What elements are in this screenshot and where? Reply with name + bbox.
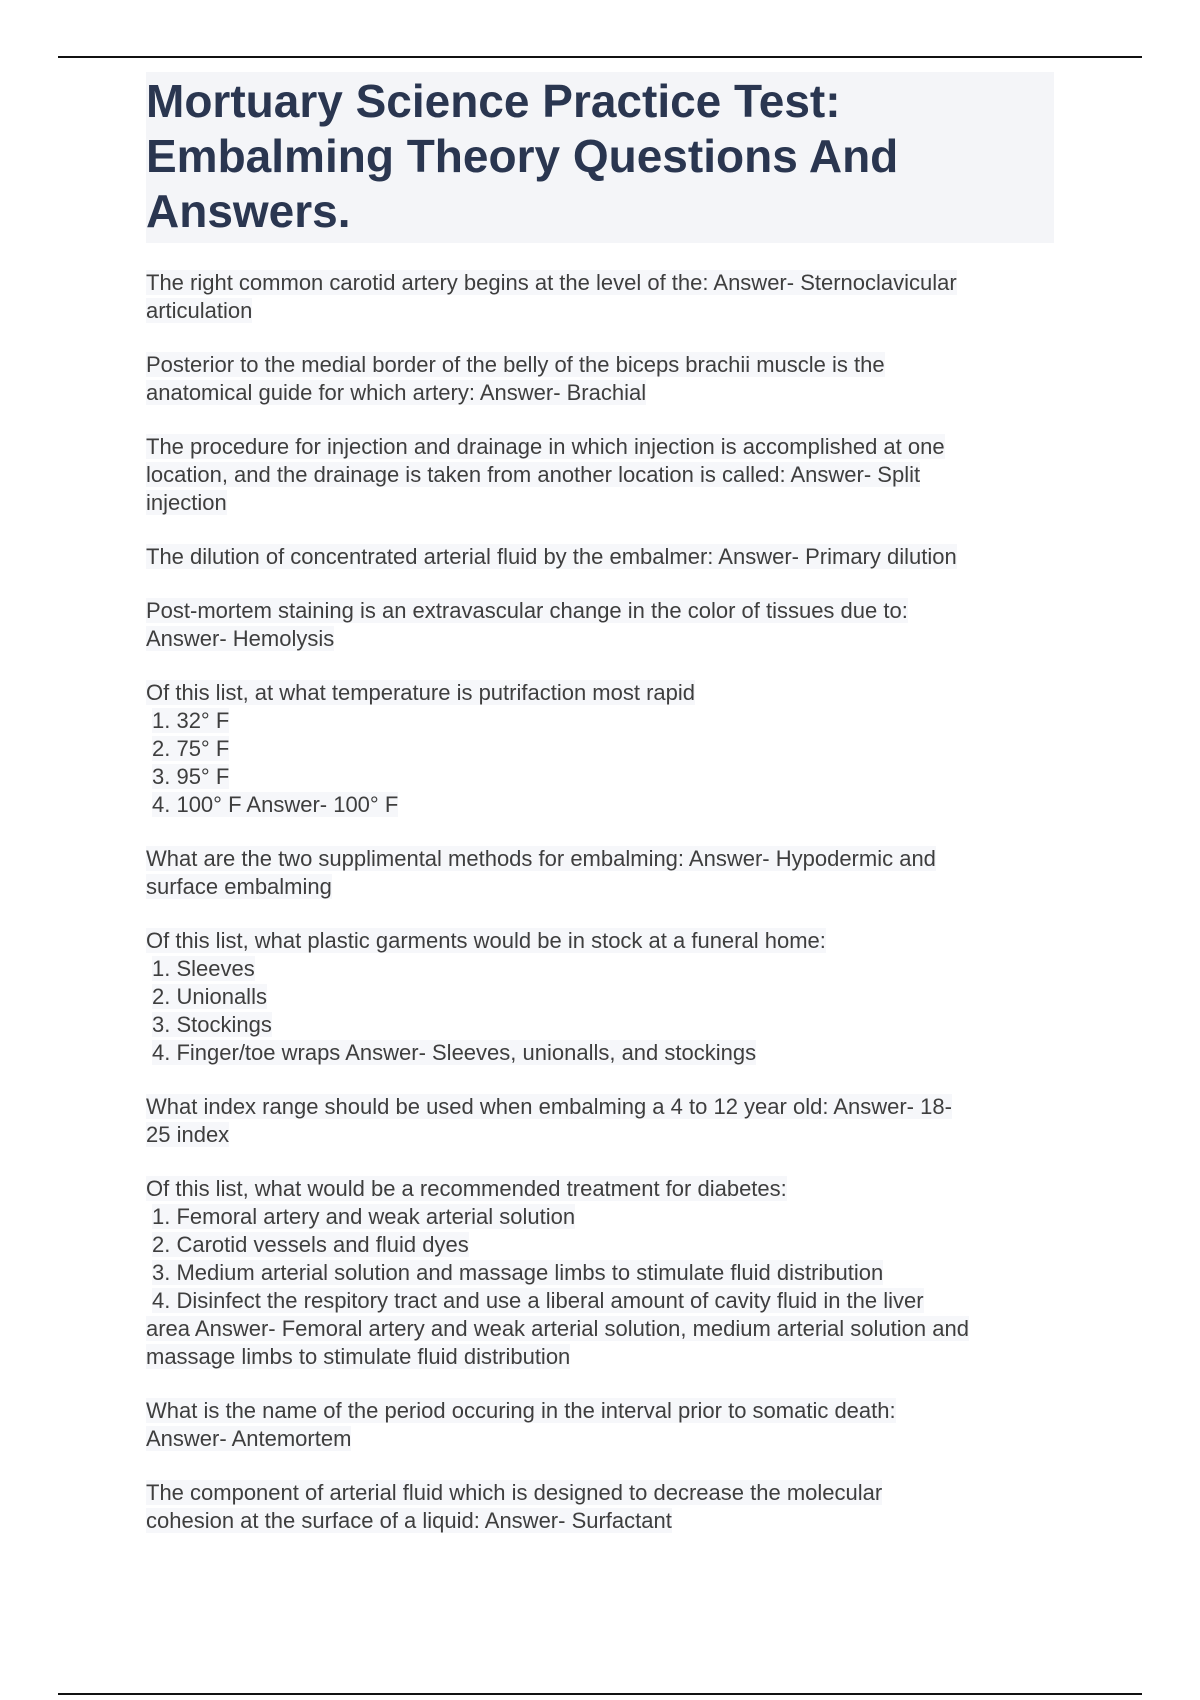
question-block [146,1479,1054,1535]
question-text: Answer- Antemortem [146,1426,352,1451]
question-text: anatomical guide for which artery: Answer- Brachial [146,380,647,405]
question-text: The procedure for injection and drainage in which injection is accomplished at one [146,434,945,459]
question-text: Answer- Hemolysis [146,626,335,651]
top-rule [58,56,1142,58]
question-text: The right common carotid artery begins at the level of the: Answer- Sternoclavicular [146,270,957,295]
question-text: Of this list, what plastic garments would be in stock at a funeral home: [146,928,826,953]
question-block [146,597,1054,653]
list-item: 3. Medium arterial solution and massage limbs to stimulate fluid distribution [152,1260,884,1285]
list-item: 4. Finger/toe wraps Answer- Sleeves, unionalls, and stockings [152,1040,757,1065]
list-item: 2. Carotid vessels and fluid dyes [152,1232,469,1257]
question-block [146,927,1054,1067]
question-text: area Answer- Femoral artery and weak arterial solution, medium arterial solution and [146,1316,969,1341]
question-text: articulation [146,298,253,323]
question-block [146,1093,1054,1149]
question-text: Post-mortem staining is an extravascular change in the color of tissues due to: [146,598,908,623]
question-block [146,269,1054,325]
question-text: Of this list, at what temperature is putrifaction most rapid [146,680,696,705]
list-item: 3. Stockings [152,1012,272,1037]
title-line: Embalming Theory Questions And [146,130,899,182]
question-text: Of this list, what would be a recommended treatment for diabetes: [146,1176,787,1201]
question-text: Posterior to the medial border of the belly of the biceps brachii muscle is the [146,352,885,377]
question-text: What index range should be used when embalming a 4 to 12 year old: Answer- 18- [146,1094,952,1119]
list-item: 1. Femoral artery and weak arterial solution [152,1204,576,1229]
question-block [146,351,1054,407]
list-item: 1. 32° F [152,708,230,733]
question-text: The dilution of concentrated arterial fluid by the embalmer: Answer- Primary dilution [146,544,957,569]
question-text: surface embalming [146,874,332,899]
document-title [146,72,1054,243]
list-item: 4. Disinfect the respitory tract and use a liberal amount of cavity fluid in the liver [152,1288,924,1313]
question-text: injection [146,490,227,515]
question-text: What is the name of the period occuring in the interval prior to somatic death: [146,1398,896,1423]
list-item: 1. Sleeves [152,956,255,981]
question-block [146,433,1054,517]
list-item: 4. 100° F Answer- 100° F [152,792,399,817]
question-block [146,845,1054,901]
list-item: 2. Unionalls [152,984,267,1009]
question-text: 25 index [146,1122,230,1147]
title-line: Mortuary Science Practice Test: [146,75,841,127]
question-text: What are the two supplimental methods for embalming: Answer- Hypodermic and [146,846,936,871]
title-line: Answers. [146,185,351,237]
list-item: 2. 75° F [152,736,230,761]
bottom-rule [58,1693,1142,1695]
question-text: cohesion at the surface of a liquid: Answer- Surfactant [146,1508,672,1533]
question-block [146,1397,1054,1453]
question-text: The component of arterial fluid which is designed to decrease the molecular [146,1480,883,1505]
question-block [146,1175,1054,1371]
question-text: massage limbs to stimulate fluid distribution [146,1344,571,1369]
question-block [146,679,1054,819]
question-text: location, and the drainage is taken from another location is called: Answer- Split [146,462,921,487]
question-block [146,543,1054,571]
document-body [146,72,1054,1535]
list-item: 3. 95° F [152,764,230,789]
